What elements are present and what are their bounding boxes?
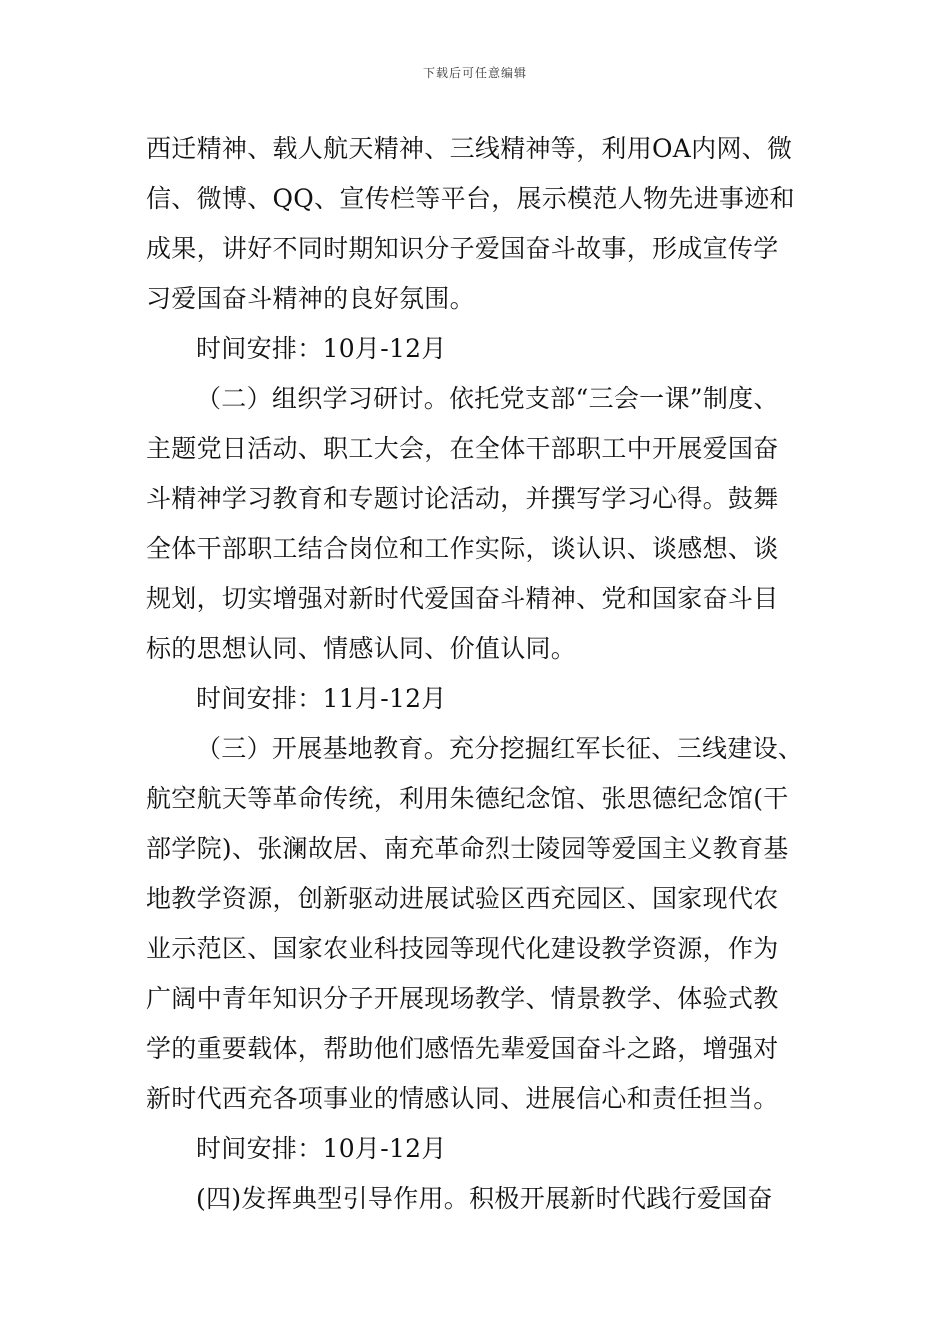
text-line: 业示范区、国家农业科技园等现代化建设教学资源，作为 <box>146 934 779 963</box>
text-line: 规划，切实增强对新时代爱国奋斗精神、党和国家奋斗目 <box>146 584 779 613</box>
text-line: 成果，讲好不同时期知识分子爱国奋斗故事，形成宣传学 <box>146 234 779 263</box>
text-line: 学的重要载体，帮助他们感悟先辈爱国奋斗之路，增强对 <box>146 1034 779 1063</box>
text-line: 广阔中青年知识分子开展现场教学、情景教学、体验式教 <box>146 984 779 1013</box>
page-header: 下载后可任意编辑 <box>422 66 527 80</box>
text-line: 习爱国奋斗精神的良好氛围。 <box>146 284 475 313</box>
text-line: 主题党日活动、职工大会，在全体干部职工中开展爱国奋 <box>146 434 779 463</box>
section-heading-line: （二）组织学习研讨。依托党支部“三会一课”制度、 <box>196 384 779 413</box>
text-line: 标的思想认同、情感认同、价值认同。 <box>146 634 577 663</box>
schedule-line: 时间安排：11月-12月 <box>196 684 447 713</box>
text-line: 信、微博、QQ、宣传栏等平台，展示模范人物先进事迹和 <box>146 184 795 213</box>
text-line: 航空航天等革命传统，利用朱德纪念馆、张思德纪念馆(干 <box>146 784 789 813</box>
text-line: 部学院)、张澜故居、南充革命烈士陵园等爱国主义教育基 <box>146 834 789 863</box>
document-body <box>146 124 811 1224</box>
text-line: 全体干部职工结合岗位和工作实际，谈认识、谈感想、谈 <box>146 534 779 563</box>
section-heading-line: (四)发挥典型引导作用。积极开展新时代践行爱国奋 <box>196 1184 773 1213</box>
text-line: 西迁精神、载人航天精神、三线精神等，利用OA内网、微 <box>146 134 793 163</box>
schedule-line: 时间安排：10月-12月 <box>196 334 447 363</box>
text-line: 地教学资源，创新驱动进展试验区西充园区、国家现代农 <box>146 884 779 913</box>
text-line: 斗精神学习教育和专题讨论活动，并撰写学习心得。鼓舞 <box>146 484 779 513</box>
section-heading-line: （三）开展基地教育。充分挖掘红军长征、三线建设、 <box>196 734 804 763</box>
schedule-line: 时间安排：10月-12月 <box>196 1134 447 1163</box>
text-line: 新时代西充各项事业的情感认同、进展信心和责任担当。 <box>146 1084 779 1113</box>
